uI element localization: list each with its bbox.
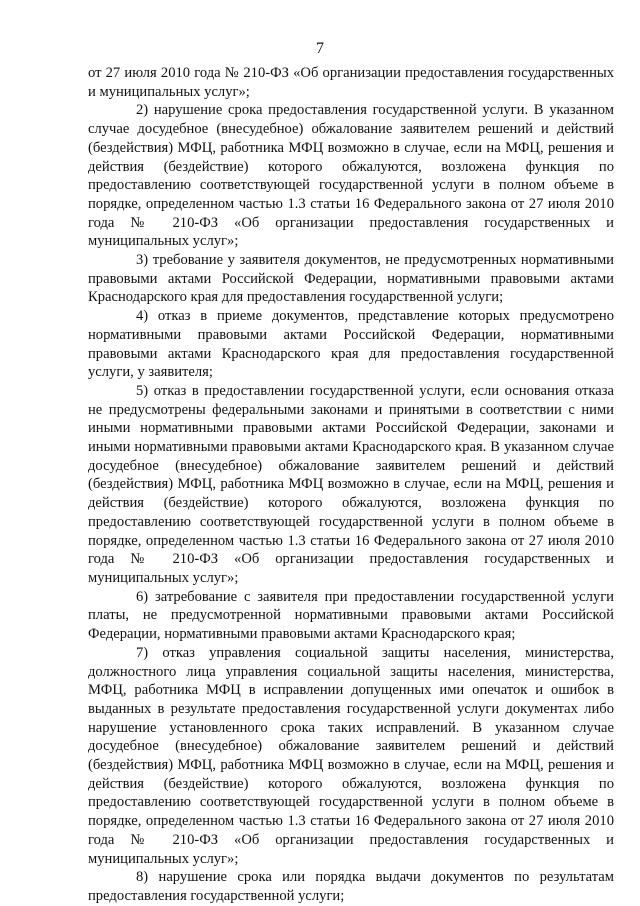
page-number: 7 [316, 40, 324, 57]
paragraph-continuation: от 27 июля 2010 года № 210-ФЗ «Об организации предоставления государственных и муниципальных услуг»; [88, 65, 614, 100]
paragraph-item-6: 6) затребование с заявителя при предоставлении государственной услуги платы, не предусмотренной нормативными правовыми актами Российской Федерации, нормативными правовыми актами Краснодарского края; [88, 588, 614, 643]
paragraph-item-8: 8) нарушение срока или порядка выдачи документов по результатам предоставления государственной услуги; [88, 869, 614, 904]
paragraph-item-5: 5) отказ в предоставлении государственной услуги, если основания отказа не предусмотрены федеральными законами и принятыми в соответствии с ними иными нормативными правовыми актами Российской Федерации, законами и иными нормативными правовыми актами Краснодарского края. В указанном случае досудебное (внесудебное) обжалование заявителем решений и действий (бездействия) МФЦ, работника МФЦ возможно в случае, если на МФЦ, решения и действия (бездействие) которого обжалуются, возложена функция по предоставлению соответствующей государственной услуги в полном объеме в порядке, определенном частью 1.3 статьи 16 Федерального закона от 27 июля 2010 года № 210-ФЗ «Об организации предоставления государственных и муниципальных услуг»; [88, 382, 614, 586]
paragraph-item-3: 3) требование у заявителя документов, не предусмотренных нормативными правовыми актами Российской Федерации, нормативными правовыми актами Краснодарского края для предоставления государственной услуги; [88, 252, 614, 306]
paragraph-item-2: 2) нарушение срока предоставления государственной услуги. В указанном случае досудебное (внесудебное) обжалование заявителем решений и действий (бездействия) МФЦ, работника МФЦ возможно в случае, если на МФЦ, решения и действия (бездействие) которого обжалуются, возложена функция по предоставлению соответствующей государственной услуги в полном объеме в порядке, определенном частью 1.3 статьи 16 Федерального закона от 27 июля 2010 года № 210-ФЗ «Об организации предоставления государственных и муниципальных услуг»; [88, 102, 614, 250]
paragraph-item-7: 7) отказ управления социальной защиты населения, министерства, должностного лица управления социальной защиты населения, министерства, МФЦ, работника МФЦ в исправлении допущенных ими опечаток и ошибок в выданных в результате предоставления государственной услуги документах либо нарушение установленного срока таких исправлений. В указанном случае досудебное (внесудебное) обжалование заявителем решений и действий (бездействия) МФЦ, работника МФЦ возможно в случае, если на МФЦ, решения и действия (бездействие) которого обжалуются, возложена функция по предоставлению соответствующей государственной услуги в полном объеме в порядке, определенном частью 1.3 статьи 16 Федерального закона от 27 июля 2010 года № 210-ФЗ «Об организации предоставления государственных и муниципальных услуг»; [88, 644, 614, 867]
document-body [88, 64, 614, 906]
paragraph-item-4: 4) отказ в приеме документов, представление которых предусмотрено нормативными правовыми актами Российской Федерации, нормативными правовыми актами Краснодарского края для предоставления государственной услуги, у заявителя; [88, 308, 614, 381]
